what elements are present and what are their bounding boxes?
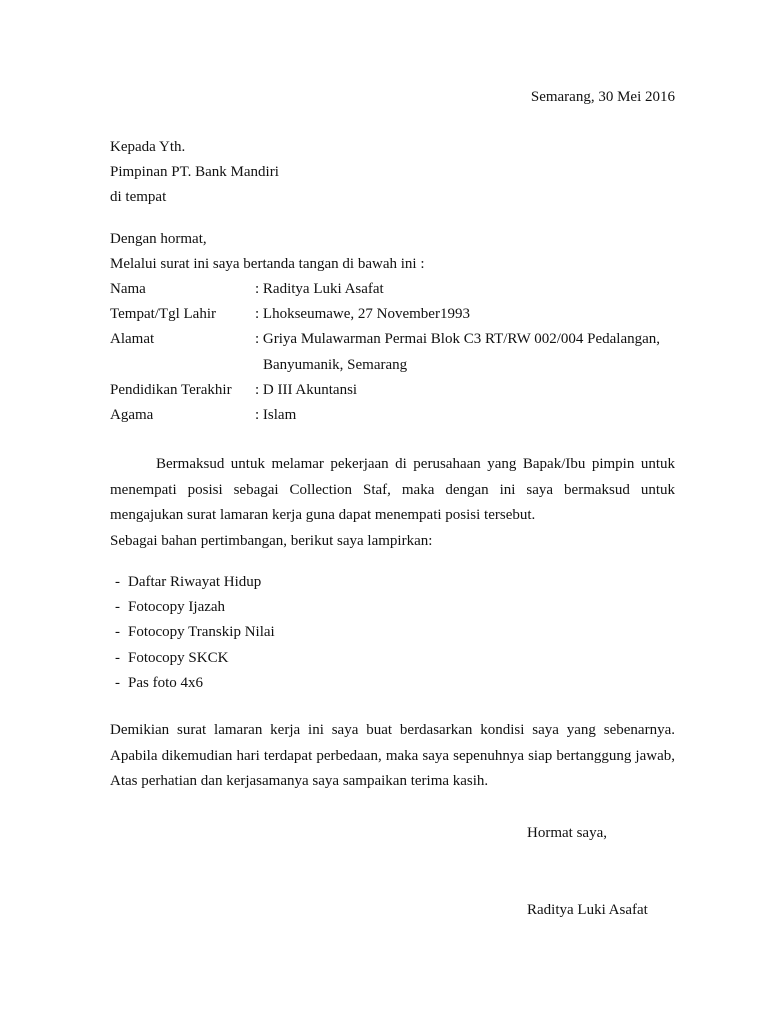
recipient-line-3: di tempat	[110, 189, 167, 205]
agama-value: : Islam	[255, 407, 297, 423]
list-item	[115, 623, 275, 641]
attachment-item-2: Fotocopy Ijazah	[128, 599, 226, 615]
attachment-item-5: Pas foto 4x6	[128, 675, 203, 691]
attachment-item-1: Daftar Riwayat Hidup	[128, 574, 262, 590]
alamat-value: : Griya Mulawarman Permai Blok C3 RT/RW 002/004 Pedalangan,	[255, 331, 661, 347]
pendidikan-label: Pendidikan Terakhir	[110, 382, 232, 398]
recipient-line-1: Kepada Yth.	[110, 139, 186, 155]
attachment-item-3: Fotocopy Transkip Nilai	[128, 624, 275, 640]
list-item	[115, 573, 261, 591]
list-item	[115, 674, 203, 692]
list-dash: -	[115, 624, 120, 640]
ttl-value: : Lhokseumawe, 27 November1993	[255, 306, 470, 322]
date-line: Semarang, 30 Mei 2016	[530, 89, 675, 105]
list-dash: -	[115, 650, 120, 666]
attachment-item-4: Fotocopy SKCK	[128, 650, 229, 666]
attachments-intro: Sebagai bahan pertimbangan, berikut saya lampirkan:	[110, 533, 433, 549]
nama-label: Nama	[110, 281, 146, 297]
intro-line: Melalui surat ini saya bertanda tangan di bawah ini :	[110, 256, 425, 272]
alamat-label: Alamat	[110, 331, 155, 347]
list-item	[115, 598, 225, 616]
signature-name: Raditya Luki Asafat	[527, 902, 648, 918]
recipient-line-2: Pimpinan PT. Bank Mandiri	[110, 164, 279, 180]
nama-value: : Raditya Luki Asafat	[255, 281, 384, 297]
agama-label: Agama	[110, 407, 154, 423]
closing-paragraph: Demikian surat lamaran kerja ini saya buat berdasarkan kondisi saya yang sebenarnya. Apabila dikemudian hari terdapat perbedaan, maka saya sepenuhnya siap bertanggung jawab, Atas perhatian dan kerjasamanya saya sampaikan terima kasih.	[110, 722, 675, 789]
body-paragraph: Bermaksud untuk melamar pekerjaan di perusahaan yang Bapak/Ibu pimpin untuk menempati posisi sebagai Collection Staf, maka dengan ini saya bermaksud untuk mengajukan surat lamaran kerja guna dapat menempati posisi tersebut.	[110, 456, 675, 523]
greeting: Dengan hormat,	[110, 231, 207, 247]
pendidikan-value: : D III Akuntansi	[255, 382, 358, 398]
list-item	[115, 649, 228, 667]
list-dash: -	[115, 599, 120, 615]
list-dash: -	[115, 675, 120, 691]
list-dash: -	[115, 574, 120, 590]
alamat-value-continued: Banyumanik, Semarang	[263, 357, 408, 373]
ttl-label: Tempat/Tgl Lahir	[110, 306, 216, 322]
signoff: Hormat saya,	[527, 825, 607, 841]
